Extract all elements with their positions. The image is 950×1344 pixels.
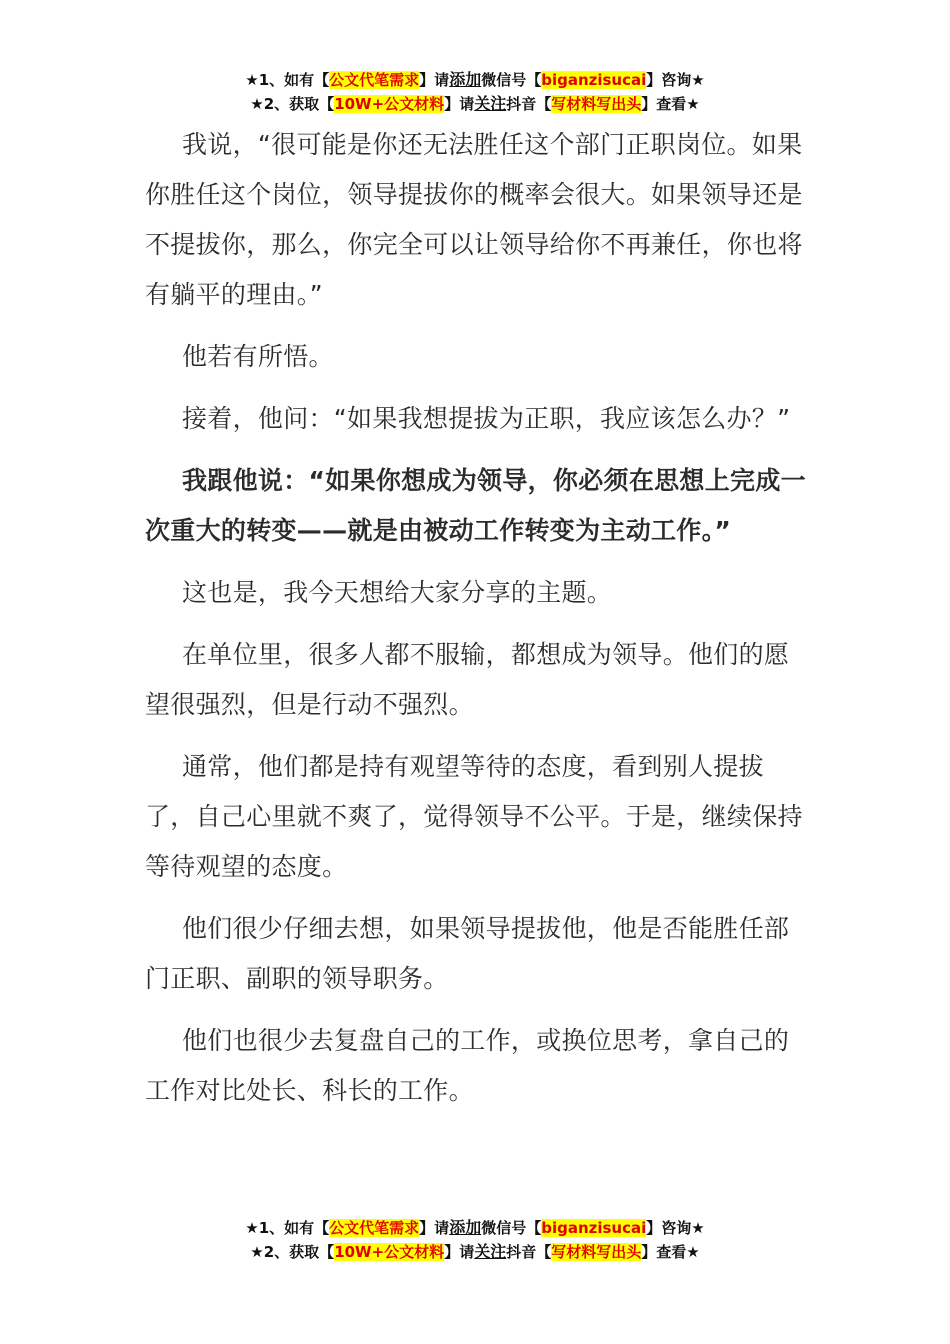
banner-emphasis: 关注 [474,94,507,113]
banner-text: ★2、获取【 [250,95,335,113]
banner-text: 抖音【 [506,95,552,113]
footer-banner [0,1216,950,1264]
banner-emphasis: 关注 [474,1242,507,1261]
paragraph: 接着，他问：“如果我想提拔为正职，我应该怎么办？” [182,404,791,433]
banner-line-2 [0,1240,950,1264]
banner-emphasis: 添加 [449,1218,482,1237]
banner-text: 】请 [419,71,450,89]
banner-text: 抖音【 [506,1243,552,1261]
paragraph: 他们也很少去复盘自己的工作，或换位思考，拿自己的工作对比处长、科长的工作。 [145,1026,790,1105]
banner-text: ★2、获取【 [250,1243,335,1261]
banner-text: 】请 [419,1219,450,1237]
banner-text: 微信号【 [481,71,542,89]
paragraph: 这也是，我今天想给大家分享的主题。 [182,578,613,607]
banner-douyin-id: 写材料写出头 [551,1243,642,1261]
banner-wechat-id: biganzisucai [541,71,647,89]
banner-text: 】咨询★ [646,71,705,89]
banner-highlight: 公文代笔需求 [329,1219,420,1237]
paragraph: 在单位里，很多人都不服输，都想成为领导。他们的愿望很强烈，但是行动不强烈。 [145,640,790,719]
banner-douyin-id: 写材料写出头 [551,95,642,113]
banner-highlight: 公文代笔需求 [329,71,420,89]
banner-highlight: 10W+公文材料 [334,95,445,113]
paragraph: 他若有所悟。 [182,342,334,371]
banner-emphasis: 添加 [449,70,482,89]
paragraph-bold: 我跟他说：“如果你想成为领导，你必须在思想上完成一次重大的转变——就是由被动工作转变为主动工作。” [145,466,806,545]
banner-text: 】查看★ [641,95,700,113]
paragraph: 他们很少仔细去想，如果领导提拔他，他是否能胜任部门正职、副职的领导职务。 [145,914,790,993]
banner-text: 】查看★ [641,1243,700,1261]
banner-highlight: 10W+公文材料 [334,1243,445,1261]
header-banner [0,68,950,116]
banner-line-1 [0,68,950,92]
banner-text: 微信号【 [481,1219,542,1237]
banner-text: 】请 [444,95,475,113]
banner-wechat-id: biganzisucai [541,1219,647,1237]
banner-line-2 [0,92,950,116]
banner-line-1 [0,1216,950,1240]
paragraph: 通常，他们都是持有观望等待的态度，看到别人提拔了，自己心里就不爽了，觉得领导不公平。于是，继续保持等待观望的态度。 [145,752,803,881]
paragraph: 我说，“很可能是你还无法胜任这个部门正职岗位。如果你胜任这个岗位，领导提拔你的概率会很大。如果领导还是不提拔你，那么，你完全可以让领导给你不再兼任，你也将有躺平的理由。” [145,130,803,309]
banner-text: 】咨询★ [646,1219,705,1237]
banner-text: ★1、如有【 [245,1219,330,1237]
banner-text: 】请 [444,1243,475,1261]
article-body [145,120,810,1128]
banner-text: ★1、如有【 [245,71,330,89]
